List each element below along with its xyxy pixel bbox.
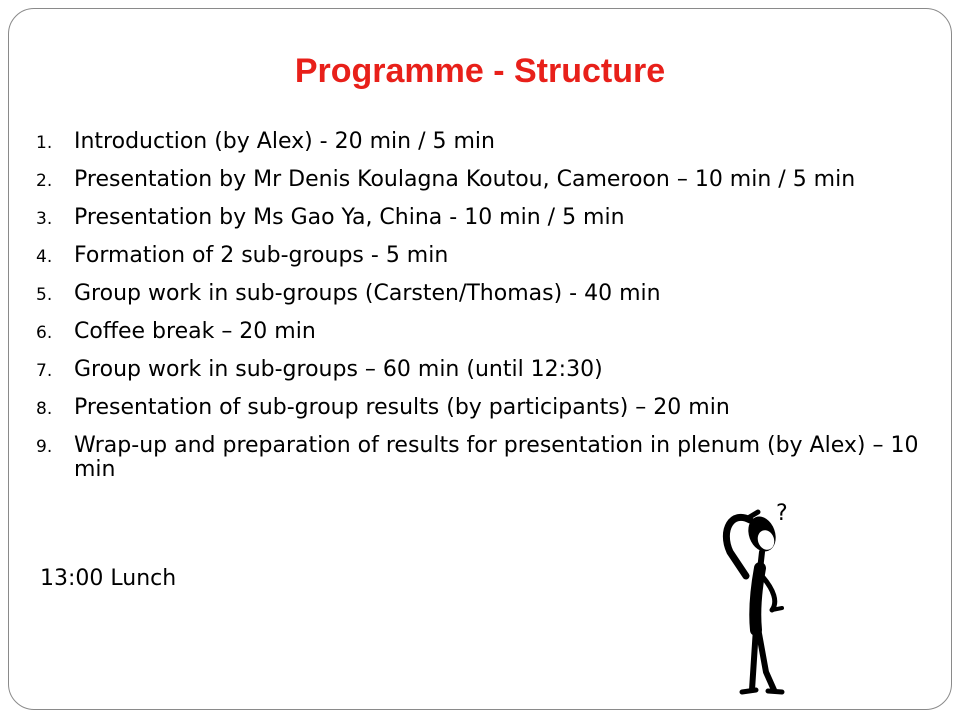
item-text: Group work in sub-groups (Carsten/Thomas) - 40 min: [74, 281, 661, 306]
item-number: 4.: [36, 247, 53, 267]
item-number: 8.: [36, 399, 53, 419]
agenda-item: [36, 358, 936, 382]
lunch-note: 13:00 Lunch: [40, 566, 177, 591]
item-number: 5.: [36, 285, 53, 305]
item-number: 6.: [36, 323, 53, 343]
agenda-item: [36, 130, 936, 154]
item-text: Formation of 2 sub-groups - 5 min: [74, 243, 449, 268]
agenda-item: [36, 168, 936, 192]
slide-title: Programme - Structure: [294, 52, 666, 90]
item-number: 2.: [36, 171, 53, 191]
agenda-item: [36, 396, 936, 420]
thinking-figure-icon: [712, 490, 832, 700]
item-number: 9.: [36, 437, 53, 457]
item-text: Introduction (by Alex) - 20 min / 5 min: [74, 129, 495, 154]
item-text: Group work in sub-groups – 60 min (until 12:30): [74, 357, 603, 382]
item-number: 3.: [36, 209, 53, 229]
item-number: 1.: [36, 133, 53, 153]
agenda-item: [36, 282, 936, 306]
agenda-item: [36, 244, 936, 268]
agenda-item: [36, 434, 936, 482]
agenda-list: [36, 130, 936, 496]
question-mark-icon: ?: [776, 501, 788, 526]
item-text: Presentation by Ms Gao Ya, China - 10 min / 5 min: [74, 205, 625, 230]
item-text: Presentation by Mr Denis Koulagna Koutou, Cameroon – 10 min / 5 min: [74, 167, 856, 192]
item-text: Wrap-up and preparation of results for presentation in plenum (by Alex) – 10 min: [74, 433, 919, 482]
agenda-item: [36, 320, 936, 344]
item-text: Presentation of sub-group results (by participants) – 20 min: [74, 395, 730, 420]
item-number: 7.: [36, 361, 53, 381]
agenda-item: [36, 206, 936, 230]
item-text: Coffee break – 20 min: [74, 319, 316, 344]
